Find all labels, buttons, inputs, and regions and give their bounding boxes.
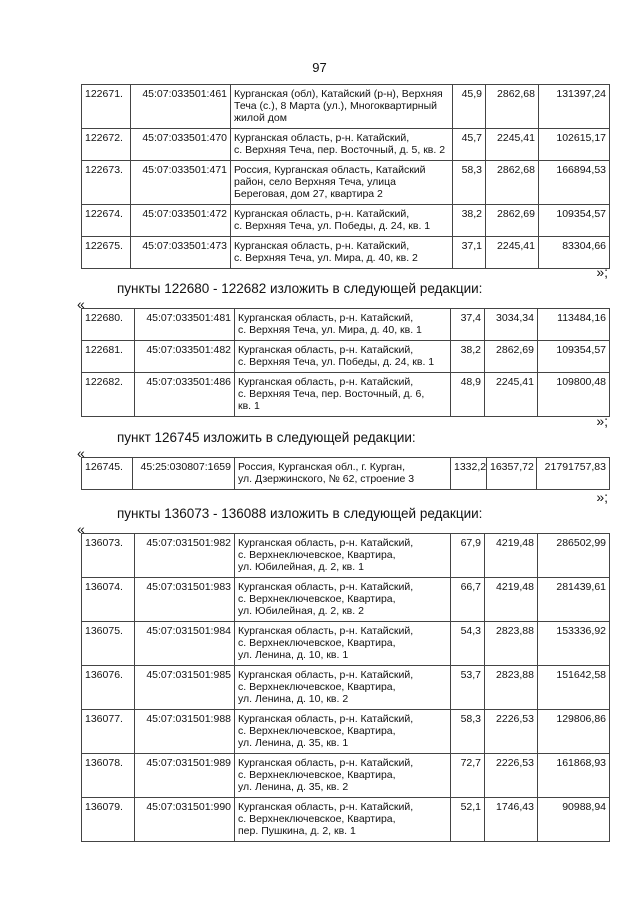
cadastral-value-cell: 113484,16 (538, 309, 610, 341)
cadastral-number-cell: 45:07:031501:983 (135, 578, 235, 622)
area-cell: 53,7 (451, 666, 485, 710)
address-line: Теча (с.), 8 Марта (ул.), Многоквартирный (234, 100, 437, 112)
row-number-cell: 122681. (82, 341, 135, 373)
address-line: с. Верхнеключевское, Квартира, (238, 549, 396, 561)
cadastral-number-cell: 45:07:031501:990 (135, 798, 235, 842)
unit-price-cell: 16357,72 (487, 458, 537, 490)
row-number-cell: 136079. (82, 798, 135, 842)
cadastral-number-cell: 45:07:033501:461 (131, 85, 231, 129)
cadastral-value-cell: 102615,17 (539, 129, 610, 161)
address-cell (231, 237, 453, 269)
area-cell: 38,2 (451, 341, 485, 373)
cadastral-number-cell: 45:07:031501:985 (135, 666, 235, 710)
table-row (82, 754, 610, 798)
cadastral-value-cell: 161868,93 (538, 754, 610, 798)
cadastral-value-cell: 131397,24 (539, 85, 610, 129)
table-row (82, 710, 610, 754)
cadastral-value-cell: 286502,99 (538, 534, 610, 578)
area-cell: 37,4 (451, 309, 485, 341)
property-table (81, 457, 610, 490)
unit-price-cell: 4219,48 (485, 578, 538, 622)
unit-price-cell: 2226,53 (485, 754, 538, 798)
table-row (82, 309, 610, 341)
unit-price-cell: 2862,68 (486, 161, 539, 205)
address-line: ул. Ленина, д. 10, кв. 2 (238, 693, 349, 705)
address-cell (235, 754, 451, 798)
area-cell: 67,9 (451, 534, 485, 578)
row-number-cell: 122675. (82, 237, 131, 269)
opening-quote: « (77, 445, 85, 461)
address-cell (235, 578, 451, 622)
area-cell: 54,3 (451, 622, 485, 666)
unit-price-cell: 2245,41 (486, 129, 539, 161)
address-line: Курганская область, р-н. Катайский, (238, 801, 414, 813)
cadastral-number-cell: 45:07:031501:984 (135, 622, 235, 666)
address-line: с. Верхняя Теча, ул. Мира, д. 40, кв. 2 (234, 252, 418, 264)
address-line: кв. 1 (238, 400, 260, 412)
address-cell (235, 373, 451, 417)
cadastral-number-cell: 45:07:031501:988 (135, 710, 235, 754)
unit-price-cell: 2823,88 (485, 622, 538, 666)
address-cell (235, 622, 451, 666)
address-line: Курганская область, р-н. Катайский, (234, 208, 410, 220)
cadastral-value-cell: 166894,53 (539, 161, 610, 205)
table-row (82, 205, 610, 237)
cadastral-value-cell: 83304,66 (539, 237, 610, 269)
address-line: Курганская область, р-н. Катайский, (238, 581, 414, 593)
row-number-cell: 136074. (82, 578, 135, 622)
table-row (82, 341, 610, 373)
area-cell: 45,9 (453, 85, 486, 129)
address-line: Россия, Курганская область, Катайский (234, 164, 426, 176)
table-row (82, 534, 610, 578)
row-number-cell: 122680. (82, 309, 135, 341)
amendment-instruction: пункты 136073 - 136088 изложить в следующей редакции: (117, 506, 483, 521)
cadastral-number-cell: 45:25:030807:1659 (133, 458, 235, 490)
address-line: ул. Ленина, д. 35, кв. 1 (238, 737, 349, 749)
opening-quote: « (77, 521, 85, 537)
table-row (82, 666, 610, 710)
cadastral-value-cell: 109354,57 (538, 341, 610, 373)
unit-price-cell: 2862,69 (485, 341, 538, 373)
row-number-cell: 122671. (82, 85, 131, 129)
unit-price-cell: 3034,34 (485, 309, 538, 341)
table-row (82, 237, 610, 269)
area-cell: 48,9 (451, 373, 485, 417)
area-cell: 1332,2 (451, 458, 487, 490)
address-line: Курганская область, р-н. Катайский, (234, 132, 410, 144)
address-line: Курганская область, р-н. Катайский, (238, 312, 414, 324)
cadastral-number-cell: 45:07:031501:982 (135, 534, 235, 578)
table-row (82, 129, 610, 161)
address-line: Курганская область, р-н. Катайский, (238, 713, 414, 725)
table-row (82, 85, 610, 129)
address-cell (235, 710, 451, 754)
cadastral-value-cell: 90988,94 (538, 798, 610, 842)
row-number-cell: 136077. (82, 710, 135, 754)
property-table (81, 308, 610, 417)
cadastral-number-cell: 45:07:033501:482 (135, 341, 235, 373)
row-number-cell: 122673. (82, 161, 131, 205)
address-line: с. Верхнеключевское, Квартира, (238, 681, 396, 693)
address-line: Курганская область, р-н. Катайский, (238, 669, 414, 681)
cadastral-value-cell: 153336,92 (538, 622, 610, 666)
unit-price-cell: 2823,88 (485, 666, 538, 710)
cadastral-value-cell: 109354,57 (539, 205, 610, 237)
address-line: с. Верхнеключевское, Квартира, (238, 813, 396, 825)
unit-price-cell: 2862,68 (486, 85, 539, 129)
address-cell (231, 205, 453, 237)
row-number-cell: 136078. (82, 754, 135, 798)
cadastral-number-cell: 45:07:033501:470 (131, 129, 231, 161)
address-line: с. Верхнеключевское, Квартира, (238, 769, 396, 781)
address-line: ул. Ленина, д. 35, кв. 2 (238, 781, 349, 793)
row-number-cell: 136073. (82, 534, 135, 578)
address-line: с. Верхнеключевское, Квартира, (238, 637, 396, 649)
address-line: с. Верхняя Теча, пер. Восточный, д. 5, кв. 2 (234, 144, 446, 156)
unit-price-cell: 2226,53 (485, 710, 538, 754)
area-cell: 45,7 (453, 129, 486, 161)
address-line: ул. Юбилейная, д. 2, кв. 1 (238, 561, 364, 573)
address-line: Курганская область, р-н. Катайский, (238, 376, 414, 388)
address-cell (235, 798, 451, 842)
opening-quote: « (77, 296, 85, 312)
cadastral-number-cell: 45:07:033501:473 (131, 237, 231, 269)
table-row (82, 373, 610, 417)
row-number-cell: 136076. (82, 666, 135, 710)
cadastral-value-cell: 109800,48 (538, 373, 610, 417)
address-line: Курганская (обл), Катайский (р-н), Верхняя (234, 88, 443, 100)
row-number-cell: 122672. (82, 129, 131, 161)
closing-quote: »; (596, 413, 608, 429)
address-line: с. Верхняя Теча, пер. Восточный, д. 6, (238, 388, 425, 400)
address-line: с. Верхнеключевское, Квартира, (238, 725, 396, 737)
address-line: район, село Верхняя Теча, улица (234, 176, 396, 188)
address-cell (235, 534, 451, 578)
unit-price-cell: 1746,43 (485, 798, 538, 842)
cadastral-value-cell: 281439,61 (538, 578, 610, 622)
address-line: с. Верхняя Теча, ул. Победы, д. 24, кв. 1 (238, 356, 435, 368)
address-cell (235, 309, 451, 341)
address-line: пер. Пушкина, д. 2, кв. 1 (238, 825, 356, 837)
address-cell (235, 666, 451, 710)
area-cell: 66,7 (451, 578, 485, 622)
unit-price-cell: 2862,69 (486, 205, 539, 237)
address-line: с. Верхняя Теча, ул. Мира, д. 40, кв. 1 (238, 324, 422, 336)
address-line: ул. Юбилейная, д. 2, кв. 2 (238, 605, 364, 617)
page-number: 97 (312, 60, 327, 75)
address-cell (231, 85, 453, 129)
table-row (82, 578, 610, 622)
address-line: Курганская область, р-н. Катайский, (238, 537, 414, 549)
row-number-cell: 136075. (82, 622, 135, 666)
cadastral-number-cell: 45:07:033501:472 (131, 205, 231, 237)
row-number-cell: 126745. (82, 458, 133, 490)
address-line: Курганская область, р-н. Катайский, (234, 240, 410, 252)
area-cell: 38,2 (453, 205, 486, 237)
area-cell: 52,1 (451, 798, 485, 842)
address-line: ул. Ленина, д. 10, кв. 1 (238, 649, 349, 661)
address-line: Россия, Курганская обл., г. Курган, (238, 461, 405, 473)
table-row (82, 798, 610, 842)
cadastral-number-cell: 45:07:033501:471 (131, 161, 231, 205)
area-cell: 72,7 (451, 754, 485, 798)
address-line: с. Верхняя Теча, ул. Победы, д. 24, кв. 1 (234, 220, 431, 232)
area-cell: 58,3 (453, 161, 486, 205)
unit-price-cell: 2245,41 (486, 237, 539, 269)
property-table (81, 84, 610, 269)
cadastral-value-cell: 151642,58 (538, 666, 610, 710)
unit-price-cell: 2245,41 (485, 373, 538, 417)
area-cell: 37,1 (453, 237, 486, 269)
area-cell: 58,3 (451, 710, 485, 754)
address-line: Курганская область, р-н. Катайский, (238, 757, 414, 769)
address-line: жилой дом (234, 112, 287, 124)
address-cell (235, 458, 451, 490)
address-line: Курганская область, р-н. Катайский, (238, 625, 414, 637)
closing-quote: »; (596, 264, 608, 280)
address-line: ул. Дзержинского, № 62, строение 3 (238, 473, 415, 485)
address-line: с. Верхнеключевское, Квартира, (238, 593, 396, 605)
unit-price-cell: 4219,48 (485, 534, 538, 578)
cadastral-number-cell: 45:07:033501:481 (135, 309, 235, 341)
amendment-instruction: пункты 122680 - 122682 изложить в следующей редакции: (117, 281, 483, 296)
table-row (82, 161, 610, 205)
address-line: Береговая, дом 27, квартира 2 (234, 188, 383, 200)
table-row (82, 622, 610, 666)
cadastral-value-cell: 21791757,83 (537, 458, 610, 490)
row-number-cell: 122682. (82, 373, 135, 417)
property-table (81, 533, 610, 842)
cadastral-value-cell: 129806,86 (538, 710, 610, 754)
row-number-cell: 122674. (82, 205, 131, 237)
cadastral-number-cell: 45:07:031501:989 (135, 754, 235, 798)
address-cell (235, 341, 451, 373)
address-line: Курганская область, р-н. Катайский, (238, 344, 414, 356)
amendment-instruction: пункт 126745 изложить в следующей редакции: (117, 430, 416, 445)
closing-quote: »; (596, 489, 608, 505)
cadastral-number-cell: 45:07:033501:486 (135, 373, 235, 417)
address-cell (231, 129, 453, 161)
table-row (82, 458, 610, 490)
address-cell (231, 161, 453, 205)
